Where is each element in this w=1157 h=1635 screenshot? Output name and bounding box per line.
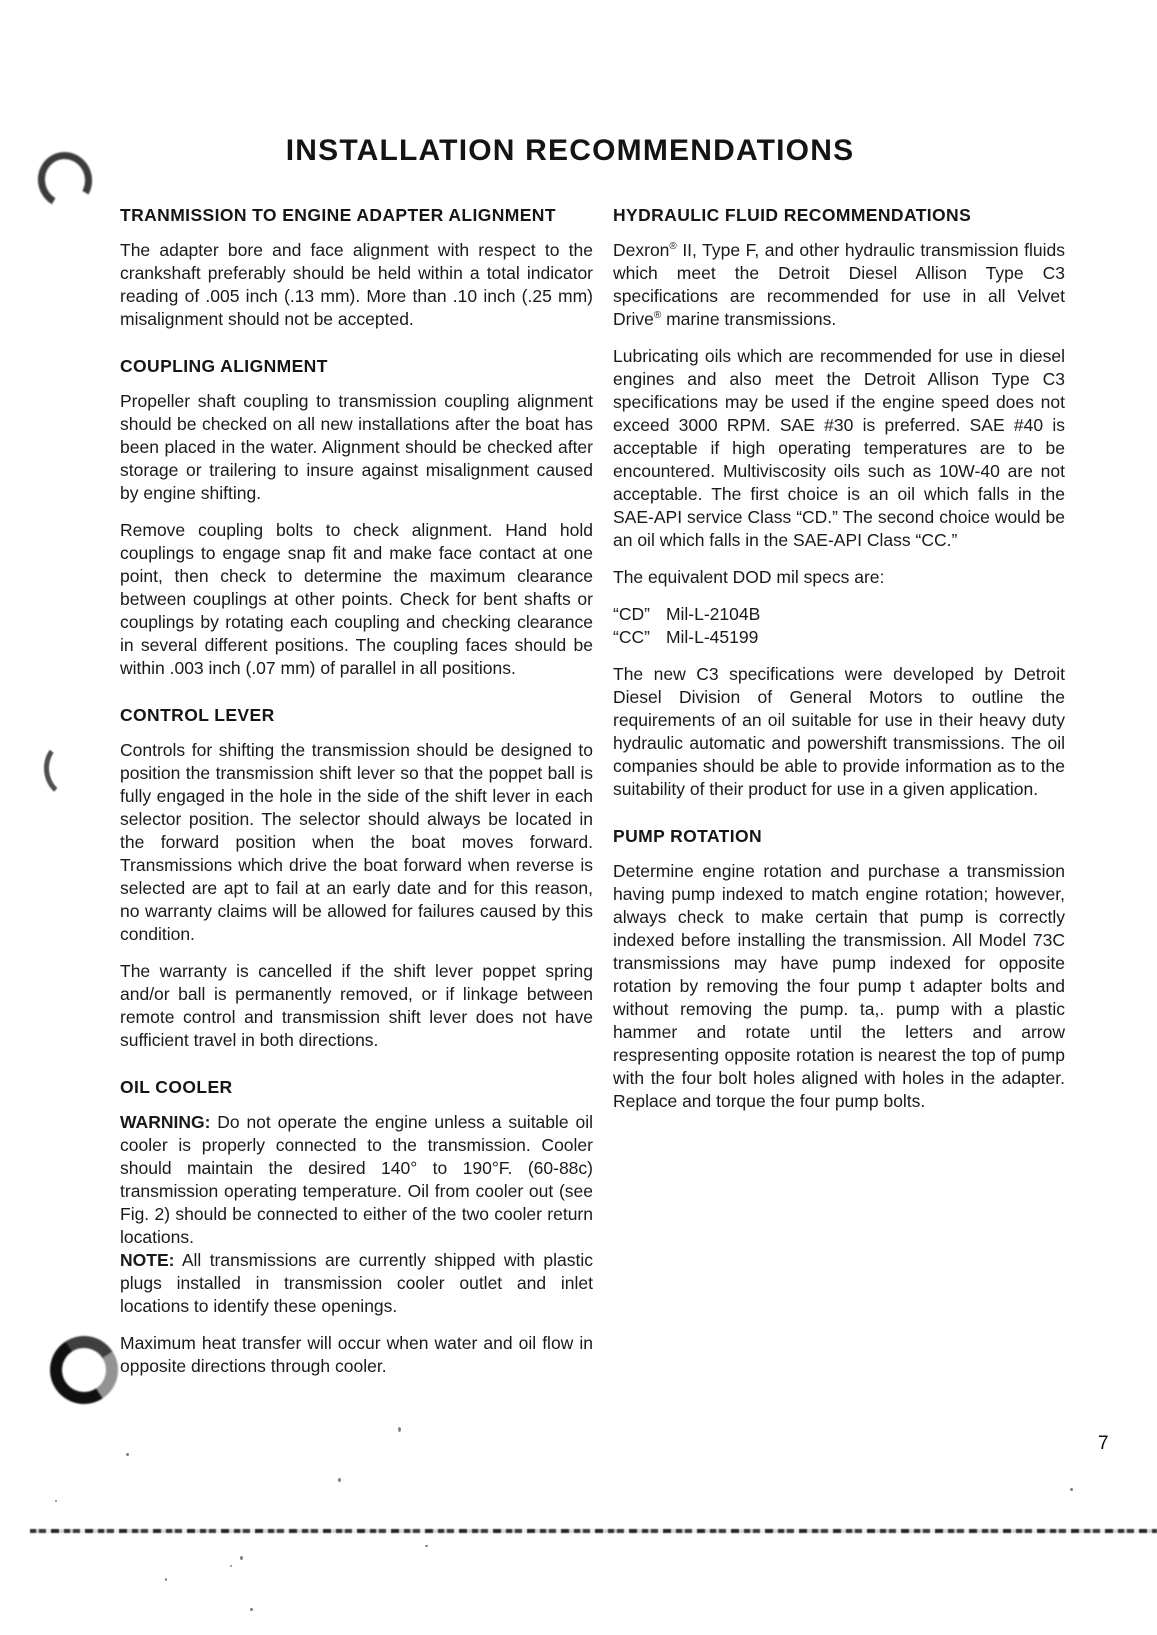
spec-line-cc — [613, 626, 1065, 649]
scan-speck — [425, 1545, 428, 1547]
paragraph-hydraulic-2: Lubricating oils which are recommended for use in diesel engines and also meet the Detroit Allison Type C3 specifications may be used if the engine speed does not exceed 3000 RPM. SAE #30 is preferred. SAE #40 is acceptable if high operating temperatures are to be encountered. Multiviscosity oils such as 10W-40 are not acceptable. The first choice is an oil which falls in the SAE-API service Class “CD.” The second choice would be an oil which falls in the SAE-API Class “CC.” — [613, 346, 1065, 550]
paragraph-oil-cooler-warning — [120, 1111, 593, 1318]
heading-control-lever: CONTROL LEVER — [120, 705, 275, 725]
scan-mark-blob — [44, 1330, 125, 1411]
scan-speck — [230, 1565, 232, 1567]
note-label: NOTE: — [120, 1250, 175, 1270]
scan-speck — [398, 1427, 401, 1432]
hydraulic-text: II, Type F, and other hydraulic transmission fluids which meet the Detroit Diesel Allison Type C3 specifications are recommended for use in all Velvet Drive — [613, 240, 1065, 329]
heading-oil-cooler: OIL COOLER — [120, 1077, 233, 1097]
warning-label: WARNING: — [120, 1112, 211, 1132]
warning-text: Do not operate the engine unless a suitable oil cooler is properly connected to the transmission. Cooler should maintain the desired 140° to 190°F. (60-88c) transmission operating temperature. Oil from cooler out (see Fig. 2) should be connected to either of the two cooler return locations. — [120, 1112, 593, 1247]
column-left — [120, 204, 593, 1378]
paragraph-control-1: Controls for shifting the transmission should be designed to position the transmission shift lever so that the poppet ball is fully engaged in the hole in the side of the shift lever in each selector position. The selector should always be located in the forward position when the boat moves forward. Transmissions which drive the boat forward when reverse is selected are apt to fail at an early date and for this reason, no warranty claims will be allowed for failures caused by this condition. — [120, 740, 593, 944]
registered-mark: ® — [653, 310, 662, 322]
spec-value-cd: Mil-L-2104B — [665, 604, 761, 624]
column-right — [613, 204, 1065, 1113]
note-text: All transmissions are currently shipped with plastic plugs installed in transmission cooler outlet and inlet locations to identify these openings. — [120, 1250, 593, 1316]
scan-speck — [165, 1578, 167, 1581]
registered-mark: ® — [669, 241, 677, 253]
page-title: INSTALLATION RECOMMENDATIONS — [285, 134, 855, 167]
scan-noise-line — [30, 1529, 1157, 1533]
paragraph-hydraulic-4: The new C3 specifications were developed by Detroit Diesel Division of General Motors to outline the requirements of an oil suitable for use in their heavy duty hydraulic automatic and powershift transmissions. The oil companies should be able to provide information as to the suitability of their product for use in a given application. — [613, 664, 1065, 799]
paragraph-coupling-2: Remove coupling bolts to check alignment. Hand hold couplings to engage snap fit and make face contact at one point, then check to determine the maximum clearance between couplings at other points. Check for bent shafts or couplings by rotating each coupling and checking clearance in several different positions. The coupling faces should be within .003 inch (.07 mm) of parallel in all positions. — [120, 520, 593, 678]
scan-speck — [55, 1500, 57, 1502]
heading-hydraulic-fluid: HYDRAULIC FLUID RECOMMENDATIONS — [613, 205, 972, 225]
paragraph-pump-rotation-1: Determine engine rotation and purchase a transmission having pump indexed to match engine rotation; however, always check to make certain that pump is correctly indexed before installing the transmission. All Model 73C transmissions may have pump indexed for opposite rotation by removing the four pump t adapter bolts and without removing the pump. ta,. pump with a plastic hammer and rotate until the letters and arrow respresenting opposite rotation is nearest the top of pump with the four bolt holes aligned with holes in the adapter. Replace and torque the four pump bolts. — [613, 861, 1065, 1111]
paragraph-control-2: The warranty is cancelled if the shift lever poppet spring and/or ball is permanently removed, or if linkage between remote control and transmission shift lever does not have sufficient travel in both directions. — [120, 961, 593, 1050]
paragraph-coupling-1: Propeller shaft coupling to transmission coupling alignment should be checked on all new installations after the boat has been placed in the water. Alignment should be checked after storage or trailering to insure against misalignment caused by engine shifting. — [120, 391, 593, 503]
paragraph-hydraulic-1 — [613, 239, 1065, 331]
heading-pump-rotation: PUMP ROTATION — [613, 826, 763, 846]
spec-code-cd: “CD” — [613, 604, 650, 624]
scan-speck — [126, 1453, 129, 1456]
dexron-text: Dexron — [613, 240, 670, 260]
scan-speck — [250, 1608, 253, 1611]
spec-value-cc: Mil-L-45199 — [665, 627, 759, 647]
heading-coupling-alignment: COUPLING ALIGNMENT — [120, 356, 328, 376]
scan-speck — [1070, 1488, 1073, 1491]
paragraph-oil-cooler-2: Maximum heat transfer will occur when water and oil flow in opposite directions through cooler. — [120, 1333, 593, 1376]
paragraph-hydraulic-3: The equivalent DOD mil specs are: — [613, 567, 885, 587]
spec-line-cd — [613, 603, 1065, 626]
scan-speck — [338, 1478, 341, 1482]
heading-adapter-alignment: TRANMISSION TO ENGINE ADAPTER ALIGNMENT — [120, 205, 556, 225]
spec-code-cc: “CC” — [613, 627, 650, 647]
scan-speck — [240, 1556, 243, 1560]
scan-mark-crescent — [41, 738, 97, 801]
page-number: 7 — [1098, 1433, 1109, 1454]
dod-spec-list — [613, 603, 1065, 649]
paragraph-adapter-1: The adapter bore and face alignment with respect to the crankshaft preferably should be held within a total indicator reading of .005 inch (.13 mm). More than .10 inch (.25 mm) misalignment should not be accepted. — [120, 240, 593, 329]
hydraulic-text-end: marine transmissions. — [661, 309, 837, 329]
